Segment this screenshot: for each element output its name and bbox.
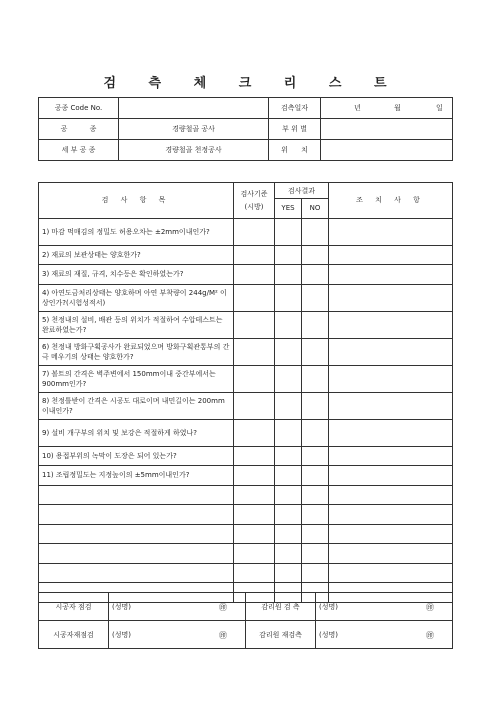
no-cell[interactable] (302, 218, 329, 245)
checklist-row (39, 392, 453, 419)
name-placeholder: (성명) (319, 630, 338, 639)
yes-cell[interactable] (275, 245, 302, 265)
yes-cell[interactable] (275, 524, 302, 544)
seal-icon: ㊞ (219, 631, 227, 640)
action-cell[interactable] (329, 524, 453, 544)
action-cell[interactable] (329, 419, 453, 446)
inspection-date-label: 검측일자 (269, 98, 321, 119)
no-header: NO (302, 199, 329, 219)
no-cell[interactable] (302, 485, 329, 505)
location-label: 부 위 별 (269, 119, 321, 140)
item-text: 8) 천정틀받이 간격은 시공도 대로이며 내민길이는 200mm이내인가? (39, 392, 234, 419)
work-type-value[interactable]: 경량철골 공사 (119, 119, 269, 140)
item-text (39, 524, 234, 544)
standard-cell[interactable] (234, 392, 275, 419)
action-cell[interactable] (329, 466, 453, 486)
no-cell[interactable] (302, 524, 329, 544)
contractor-inspection-label: 시공자 점검 (39, 593, 109, 621)
item-text (39, 544, 234, 564)
checklist-empty-row (39, 544, 453, 564)
yes-cell[interactable] (275, 365, 302, 392)
standard-cell[interactable] (234, 466, 275, 486)
checklist-row (39, 365, 453, 392)
yes-cell[interactable] (275, 392, 302, 419)
item-text: 9) 설비 개구부의 위치 및 보강은 적절하게 하였나? (39, 419, 234, 446)
work-type-label: 공 종 (39, 119, 119, 140)
no-cell[interactable] (302, 284, 329, 311)
no-cell[interactable] (302, 311, 329, 338)
checklist-empty-row (39, 505, 453, 525)
yes-header: YES (275, 199, 302, 219)
header-row (39, 140, 453, 161)
item-text: 4) 아연도금처리상태는 양호하며 아연 부착량이 244g/M² 이상인가?(시험성적서) (39, 284, 234, 311)
checklist-header-row (39, 183, 453, 199)
supervisor-inspection-label: 감리원 검 측 (246, 593, 316, 621)
header-row (39, 119, 453, 140)
date-month: 월 (394, 104, 401, 112)
standard-cell[interactable] (234, 218, 275, 245)
checklist-row (39, 245, 453, 265)
yes-cell[interactable] (275, 505, 302, 525)
no-cell[interactable] (302, 446, 329, 466)
item-text: 3) 재료의 재질, 규격, 치수등은 확인하였는가? (39, 265, 234, 285)
header-table (38, 97, 453, 161)
yes-cell[interactable] (275, 485, 302, 505)
supervisor-reinspection-sign[interactable] (316, 621, 453, 649)
action-cell[interactable] (329, 245, 453, 265)
yes-cell[interactable] (275, 563, 302, 583)
yes-cell[interactable] (275, 466, 302, 486)
standard-cell[interactable] (234, 419, 275, 446)
standard-cell[interactable] (234, 365, 275, 392)
checklist-empty-row (39, 485, 453, 505)
inspection-date-field[interactable] (321, 98, 453, 119)
signature-table (38, 592, 453, 649)
item-text: 11) 조립정밀도는 지정높이의 ±5mm이내인가? (39, 466, 234, 486)
standard-cell[interactable] (234, 245, 275, 265)
no-cell[interactable] (302, 365, 329, 392)
result-header: 검사결과 (275, 183, 329, 199)
action-cell[interactable] (329, 392, 453, 419)
action-header: 조 치 사 항 (329, 183, 453, 219)
action-cell[interactable] (329, 284, 453, 311)
action-cell[interactable] (329, 338, 453, 365)
action-cell[interactable] (329, 218, 453, 245)
item-text (39, 563, 234, 583)
supervisor-inspection-sign[interactable] (316, 593, 453, 621)
no-cell[interactable] (302, 419, 329, 446)
signature-row (39, 593, 453, 621)
no-cell[interactable] (302, 265, 329, 285)
standard-cell[interactable] (234, 485, 275, 505)
item-text: 5) 천정내의 설비, 배관 등의 위치가 적절하여 수압테스트는 완료하였는가? (39, 311, 234, 338)
header-row (39, 98, 453, 119)
yes-cell[interactable] (275, 284, 302, 311)
action-cell[interactable] (329, 265, 453, 285)
page-title: 검 측 체 크 리 스 트 (103, 76, 401, 91)
no-cell[interactable] (302, 466, 329, 486)
no-cell[interactable] (302, 563, 329, 583)
yes-cell[interactable] (275, 544, 302, 564)
checklist-row (39, 265, 453, 285)
detail-work-value[interactable]: 경량철골 천정공사 (119, 140, 269, 161)
standard-cell[interactable] (234, 446, 275, 466)
action-cell[interactable] (329, 311, 453, 338)
action-cell[interactable] (329, 485, 453, 505)
no-cell[interactable] (302, 392, 329, 419)
item-text: 6) 천정내 방화구획공사가 완료되었으며 방화구획관통부의 간극 메우기의 상태는 양호한가? (39, 338, 234, 365)
standard-cell[interactable] (234, 265, 275, 285)
item-text (39, 505, 234, 525)
contractor-reinspection-sign[interactable] (109, 621, 246, 649)
seal-icon: ㊞ (426, 603, 434, 612)
contractor-reinspection-label: 시공자재점검 (39, 621, 109, 649)
checklist-row (39, 284, 453, 311)
no-cell[interactable] (302, 338, 329, 365)
action-cell[interactable] (329, 365, 453, 392)
checklist-row (39, 338, 453, 365)
action-cell[interactable] (329, 563, 453, 583)
action-cell[interactable] (329, 505, 453, 525)
standard-cell[interactable] (234, 505, 275, 525)
checklist-empty-row (39, 524, 453, 544)
checklist-table (38, 182, 453, 603)
yes-cell[interactable] (275, 338, 302, 365)
supervisor-reinspection-label: 감리원 재검측 (246, 621, 316, 649)
standard-header-line2: (시방) (244, 202, 264, 211)
item-text: 1) 마감 먹매김의 정밀도 허용오차는 ±2mm이내인가? (39, 218, 234, 245)
standard-cell[interactable] (234, 524, 275, 544)
standard-cell[interactable] (234, 563, 275, 583)
location-field[interactable] (321, 119, 453, 140)
position-label: 위 치 (269, 140, 321, 161)
no-cell[interactable] (302, 245, 329, 265)
position-field[interactable] (321, 140, 453, 161)
no-cell[interactable] (302, 505, 329, 525)
name-placeholder: (성명) (112, 602, 131, 611)
seal-icon: ㊞ (219, 603, 227, 612)
item-text: 10) 용접부위의 녹막이 도장은 되어 있는가? (39, 446, 234, 466)
checklist-empty-row (39, 563, 453, 583)
item-text (39, 485, 234, 505)
checklist-row (39, 466, 453, 486)
action-cell[interactable] (329, 446, 453, 466)
name-placeholder: (성명) (112, 630, 131, 639)
checklist-row (39, 419, 453, 446)
project-code-field[interactable] (119, 98, 269, 119)
yes-cell[interactable] (275, 218, 302, 245)
name-placeholder: (성명) (319, 602, 338, 611)
date-year: 년 (354, 104, 361, 112)
standard-cell[interactable] (234, 338, 275, 365)
date-day: 일 (436, 104, 443, 112)
checklist-row (39, 311, 453, 338)
yes-cell[interactable] (275, 419, 302, 446)
standard-cell[interactable] (234, 284, 275, 311)
yes-cell[interactable] (275, 265, 302, 285)
checklist-row (39, 446, 453, 466)
no-cell[interactable] (302, 544, 329, 564)
yes-cell[interactable] (275, 446, 302, 466)
checklist-row (39, 218, 453, 245)
action-cell[interactable] (329, 544, 453, 564)
yes-cell[interactable] (275, 311, 302, 338)
contractor-inspection-sign[interactable] (109, 593, 246, 621)
standard-header-line1: 검사기준 (240, 189, 268, 198)
standard-cell[interactable] (234, 544, 275, 564)
item-text: 2) 재료의 보관상태는 양호한가? (39, 245, 234, 265)
seal-icon: ㊞ (426, 631, 434, 640)
detail-work-label: 세 부 공 종 (39, 140, 119, 161)
items-header: 검 사 항 목 (39, 183, 234, 219)
standard-cell[interactable] (234, 311, 275, 338)
standard-header (234, 183, 275, 219)
item-text: 7) 볼트의 간격은 벽주변에서 150mm이내 중간부에서는 900mm인가? (39, 365, 234, 392)
project-code-label: 공종 Code No. (39, 98, 119, 119)
signature-row (39, 621, 453, 649)
